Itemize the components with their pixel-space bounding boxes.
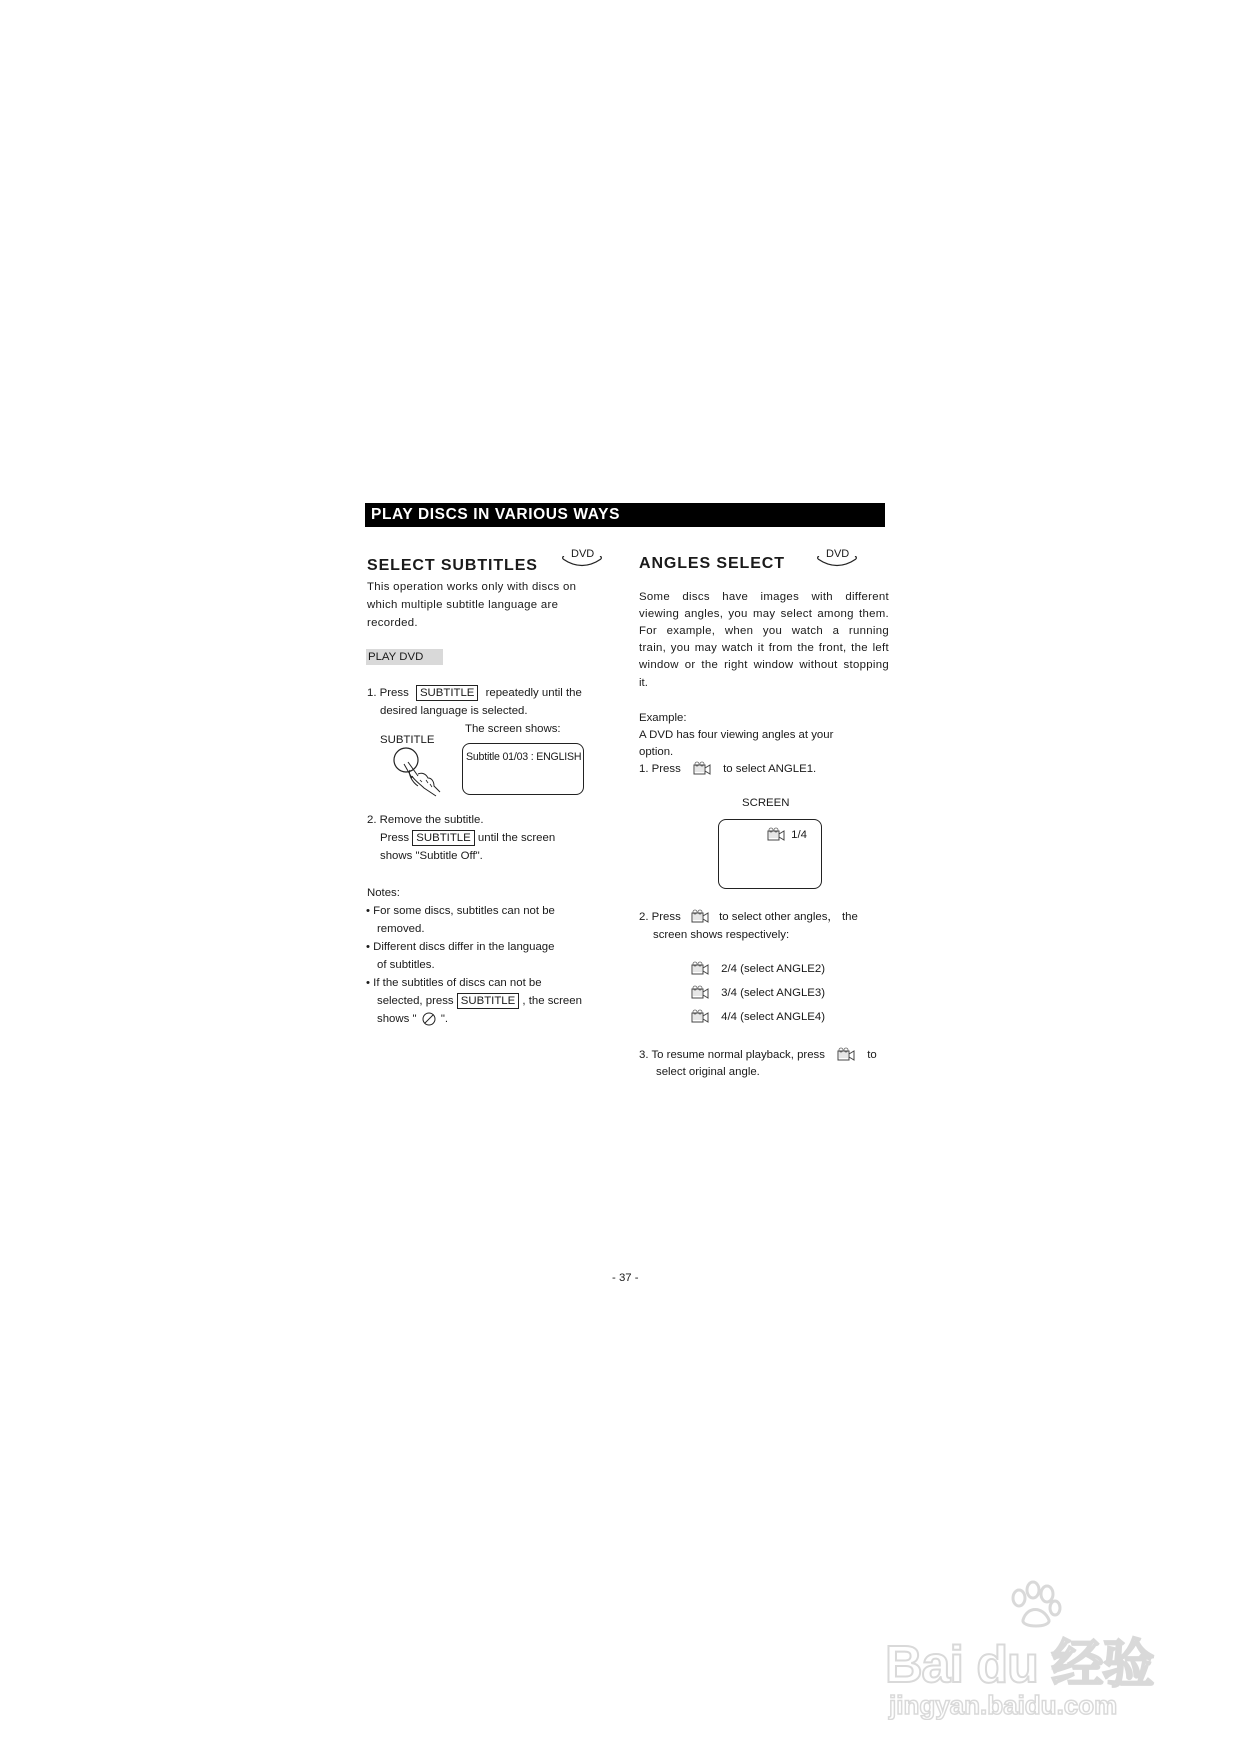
angles-step3-to: to <box>867 1049 877 1061</box>
step1-repeatedly: repeatedly until the <box>485 687 582 699</box>
subtitles-intro-1: This operation works only with discs on <box>367 581 577 593</box>
subtitles-intro-3: recorded. <box>367 617 418 629</box>
subtitles-step2-line2 <box>380 829 555 847</box>
angles-step2 <box>639 908 858 926</box>
angle-camera-icon <box>692 761 712 777</box>
angles-intro-1: Some discs have images with different <box>639 591 889 603</box>
angles-intro-2: viewing angles, you may select among them. <box>639 608 889 620</box>
angles-step1-press: 1. Press <box>639 763 681 775</box>
dvd-badge <box>560 548 604 570</box>
subtitles-step2-line3: shows "Subtitle Off". <box>380 850 483 862</box>
angles-step1-text: to select ANGLE1. <box>723 763 817 775</box>
screen-shows-label: The screen shows: <box>465 723 561 735</box>
subtitle-screen <box>462 743 584 795</box>
watermark-logo-text: Bai du 经验 <box>885 1636 1154 1694</box>
angles-step2-press: 2. Press <box>639 911 681 923</box>
angles-intro-4: train, you may watch it from the front, the left <box>639 642 889 654</box>
play-dvd-tag: PLAY DVD <box>366 649 443 665</box>
prohibited-icon <box>420 1012 438 1026</box>
angle-option-4-text: 4/4 (select ANGLE4) <box>721 1011 825 1023</box>
angle-camera-icon <box>836 1047 856 1063</box>
screen-label: SCREEN <box>742 797 790 809</box>
angles-intro-6: it. <box>639 677 648 689</box>
angles-step2-text: to select other angles， the <box>719 911 858 923</box>
example-line-2: option. <box>639 746 674 758</box>
note-3-line2 <box>377 992 582 1010</box>
subtitle-screen-text: Subtitle 01/03 : ENGLISH <box>466 751 582 763</box>
step2-press: Press <box>380 832 410 844</box>
bullet: • <box>366 905 370 917</box>
note-2-text: Different discs differ in the language <box>373 941 555 953</box>
bullet: • <box>366 977 370 989</box>
note-3-screen: , the screen <box>522 995 582 1007</box>
note-3-text: If the subtitles of discs can not be <box>373 977 542 989</box>
note-3 <box>366 974 542 992</box>
angle-option-2 <box>690 960 825 978</box>
dvd-badge-right-label: DVD <box>826 548 850 560</box>
disc-arc-icon <box>560 556 604 570</box>
angle-screen-readout <box>766 827 807 843</box>
subtitles-step1-line1 <box>367 684 582 702</box>
finger-press-icon <box>390 744 450 804</box>
note-1-cont: removed. <box>377 923 425 935</box>
section-banner: PLAY DISCS IN VARIOUS WAYS <box>365 503 885 527</box>
note-1 <box>366 902 555 920</box>
subtitle-key-2: SUBTITLE <box>412 830 474 846</box>
subtitles-step2-line1: 2. Remove the subtitle. <box>367 814 484 826</box>
angle-camera-icon <box>690 961 710 977</box>
angle-camera-icon <box>690 1009 710 1025</box>
note-3-line3 <box>377 1010 448 1028</box>
remote-subtitle-label: SUBTITLE <box>380 734 435 746</box>
subtitles-intro-2: which multiple subtitle language are <box>367 599 559 611</box>
angle-camera-icon <box>766 827 786 843</box>
step2-until: until the screen <box>477 832 556 844</box>
example-title: Example: <box>639 712 687 724</box>
angles-step2-line2: screen shows respectively: <box>653 929 790 941</box>
page-number: - 37 - <box>612 1272 639 1284</box>
angle-option-2-text: 2/4 (select ANGLE2) <box>721 963 825 975</box>
note-3-close: ". <box>440 1013 449 1025</box>
angles-intro-3: For example, when you watch a running <box>639 625 889 637</box>
angles-step3-text: 3. To resume normal playback, press <box>639 1049 825 1061</box>
note-2-cont: of subtitles. <box>377 959 435 971</box>
angle-screen <box>718 819 822 889</box>
subtitle-key-3: SUBTITLE <box>457 993 519 1009</box>
baidu-watermark <box>885 1580 1185 1730</box>
angle-camera-icon <box>690 985 710 1001</box>
angles-step1 <box>639 760 816 778</box>
bullet: • <box>366 941 370 953</box>
watermark-url: jingyan.baidu.com <box>889 1690 1118 1720</box>
angle-camera-icon <box>690 909 710 925</box>
notes-title: Notes: <box>367 887 400 899</box>
angles-select-title: ANGLES SELECT <box>639 555 785 572</box>
angle-option-3 <box>690 984 825 1002</box>
note-3-shows: shows " <box>377 1013 417 1025</box>
angle-option-4 <box>690 1008 825 1026</box>
angles-step3 <box>639 1046 877 1064</box>
subtitle-key: SUBTITLE <box>416 685 478 701</box>
select-subtitles-title: SELECT SUBTITLES <box>367 557 538 574</box>
subtitles-step1-line2: desired language is selected. <box>380 705 528 717</box>
example-line-1: A DVD has four viewing angles at your <box>639 729 834 741</box>
note-1-text: For some discs, subtitles can not be <box>373 905 555 917</box>
disc-arc-icon <box>815 556 859 570</box>
note-3-press: selected, press <box>377 995 454 1007</box>
angle-screen-value: 1/4 <box>791 829 808 842</box>
note-2 <box>366 938 554 956</box>
angles-intro-5: window or the right window without stopping <box>639 659 889 671</box>
paw-icon <box>1005 1580 1065 1628</box>
step1-press: 1. Press <box>367 687 409 699</box>
angle-option-3-text: 3/4 (select ANGLE3) <box>721 987 825 999</box>
dvd-badge-label: DVD <box>571 548 595 560</box>
angles-step3-line2: select original angle. <box>656 1066 760 1078</box>
dvd-badge-right <box>815 548 859 570</box>
